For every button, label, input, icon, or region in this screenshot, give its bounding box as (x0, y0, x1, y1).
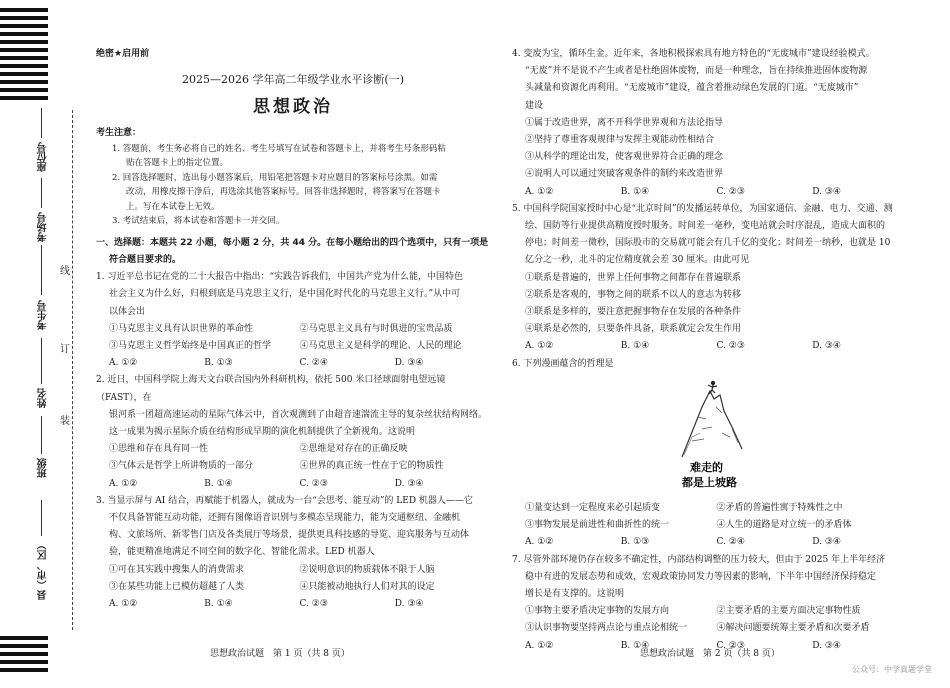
question-stem: 5. 中国科学院国家授时中心是“北京时间”的发播运转单位，为国家通信、金融、电力、交通、测 (512, 203, 893, 214)
question-5 (512, 201, 908, 356)
question-stem: 头减量和资源化再利用。“无废城市”建设，蕴含着推动绿色发展的门道。“无废城市” (525, 83, 859, 94)
notice-line: 改动，用橡皮擦干净后，再选涂其他答案标号。回答非选择题时，将答案写在答题卡 (126, 187, 441, 198)
question-stem: 绘、国防等行业提供高精度授时服务。时间差一毫秒，变电站就会时序混乱，造成大面积的 (525, 221, 886, 232)
choice: D. ③④ (394, 358, 424, 369)
statement: ④说明人可以通过突破客观条件的制约来改造世界 (525, 169, 724, 180)
statement: ①事物主要矛盾决定事物的发展方向 (525, 606, 670, 617)
statement: ①马克思主义具有认识世界的革命性 (109, 323, 254, 334)
exam-title: 2025—2026 学年高二年级学业水平诊断(一) (181, 73, 405, 87)
choice: D. ③④ (812, 186, 842, 197)
question-stem: 7. 尽管外部环境仍存在较多不确定性，内部结构调整的压力较大，但由于 2025 年上半年经济 (512, 554, 886, 565)
choice: D. ③④ (394, 599, 424, 610)
section-heading: 一、选择题：本题共 22 小题，每小题 2 分，共 44 分。在每小题给出的四个选项中，只有一项是 (96, 237, 489, 248)
choice: A. ①② (525, 640, 554, 651)
question-stem: 停电；时间差一微秒，国际股市的交易就可能会有几千亿的变化；时间差一纳秒，也就是 10 (525, 238, 891, 249)
statement: ③气体云是哲学上所讲物质的一部分 (109, 461, 254, 472)
notice-title: 考生注意： (96, 127, 142, 138)
statement: ②矛盾的普遍性寓于特殊性之中 (716, 503, 843, 514)
choice: D. ③④ (812, 640, 842, 651)
statement: ②说明意识的物质载体不限于人脑 (299, 564, 435, 575)
cut-ding-char: 订 (60, 344, 70, 355)
subject-title: 思想政治 (253, 97, 333, 118)
question-stem: 不仅具备智能互动功能，还拥有图像语音识别与多模态呈现能力，能为交通枢纽、金融机 (109, 513, 461, 524)
statement: ①量变达到一定程度来必引起质变 (525, 503, 661, 514)
statement: ③联系是多样的，要注意把握事物存在发展的各种条件 (525, 307, 742, 318)
question-stem: 以体会出 (109, 306, 146, 317)
statement: ③事物发展是前进性和曲折性的统一 (525, 520, 670, 531)
statement: ①联系是普遍的，世界上任何事物之间都存在普遍联系 (525, 272, 742, 283)
exam-no-label: 考生号 (38, 300, 49, 330)
choice: C. ②④ (716, 537, 745, 548)
choice: C. ②③ (716, 186, 745, 197)
choice: C. ②③ (299, 478, 328, 489)
question-7 (512, 552, 908, 655)
margin-stripes-bottom (0, 636, 48, 676)
choice: A. ①② (525, 537, 554, 548)
cartoon-caption-1: 难走的 (690, 460, 723, 474)
question-stem: 银河系一团超高速运动的星际气体云中，首次观测到了由超音速湍流主导的复杂丝状结构网络。 (109, 409, 488, 420)
question-stem: 2. 近日，中国科学院上海天文台联合国内外科研机构，依托 500 米口径球面射电望远镜（FAST），在 (96, 375, 446, 403)
notice-line: 上。写在本试卷上无效。 (126, 201, 220, 212)
confidential-mark: 绝密★启用前 (96, 49, 150, 59)
question-1 (96, 269, 490, 372)
statement: ②主要矛盾的主要方面决定事物性质 (716, 606, 861, 617)
notice-line: 3. 考试结束后，将本试卷和答题卡一并交回。 (112, 216, 285, 227)
question-stem: 稳中有进的发展态势和成效，宏观政策协同发力等因素的影响，下半年中国经济保持稳定 (525, 571, 877, 582)
choice: C. ②③ (716, 341, 745, 352)
statement: ③马克思主义哲学始终是中国真正的哲学 (109, 341, 272, 352)
question-stem: “无废”并不是说不产生或者是杜绝固体废物，而是一种理念，旨在持续推进固体废物源 (525, 66, 868, 77)
cut-line-char: 线 (60, 266, 70, 277)
choice: B. ①④ (204, 478, 233, 489)
statement: ②马克思主义具有与时俱进的宝贵品质 (299, 323, 453, 334)
choice: A. ①② (109, 358, 138, 369)
statement: ④解决问题要统筹主要矛盾和次要矛盾 (716, 623, 870, 634)
cartoon-caption-2: 都是上坡路 (682, 475, 737, 489)
question-stem: 亿分之一秒，北斗的定位精度就会差 30 厘米。由此可见 (525, 255, 750, 266)
name-label: 姓名 (38, 388, 49, 408)
choice: B. ①④ (620, 186, 650, 197)
statement: ②联系是客观的，事物之间的联系不以人的意志为转移 (525, 289, 742, 300)
statement: ④联系是必然的，只要条件具备，联系就定会发生作用 (525, 324, 742, 335)
choice: A. ①② (109, 599, 138, 610)
choice: B. ①④ (204, 599, 233, 610)
page-footer-left: 思想政治试题 第 1 页（共 8 页） (210, 649, 350, 659)
question-stem: 建设 (525, 100, 544, 111)
choice: A. ①② (525, 186, 554, 197)
question-stem: 构、文旅场所、新零售门店及各类展厅等场景，提供更具科技感的导览、迎宾服务与互动体 (109, 530, 470, 541)
question-stem: 这一成果为揭示星际介质在结构形成早期的演化机制提供了全新视角。这说明 (109, 427, 416, 438)
statement: ②思维是对存在的正确反映 (299, 444, 408, 455)
cut-zhuang-char: 装 (60, 416, 70, 427)
statement: ④马克思主义是科学的理论、人民的理论 (299, 341, 462, 352)
question-stem: 4. 变废为宝，循环生金。近年来，各地积极探索具有地方特色的“无废城市”建设经验模式。 (512, 49, 875, 59)
choice: C. ②④ (299, 358, 328, 369)
question-2 (96, 372, 490, 492)
county-label: 县（市、区） (38, 540, 49, 600)
question-stem: 增长是有支撑的。这说明 (525, 589, 625, 600)
choice: B. ①④ (620, 640, 650, 651)
section-heading-cont: 符合题目要求的。 (109, 255, 182, 266)
notice-line: 1. 答题前，考生务必将自己的姓名、考生号填写在试卷和答题卡上，并将考生号条形码粘 (112, 143, 446, 154)
page-1 (96, 46, 490, 613)
question-6 (512, 356, 908, 552)
watermark: 公众号：中学真题学堂 (852, 665, 932, 674)
notice-list (96, 142, 490, 229)
statement: ④只能被动地执行人们对其的设定 (299, 581, 435, 592)
binding-margin (0, 0, 78, 688)
statement: ③在某些功能上已模仿超越了人类 (109, 581, 245, 592)
statement: ④人生的道路是对立统一的矛盾体 (716, 520, 852, 531)
question-stem: 6. 下列漫画蕴含的哲理是 (512, 358, 614, 369)
page-footer-right: 思想政治试题 第 2 页（共 8 页） (640, 649, 780, 659)
choice: A. ①② (525, 341, 554, 352)
notice-line: 2. 回答选择题时，选出每小题答案后，用铅笔把答题卡对应题目的答案标号涂黑。如需 (112, 172, 438, 183)
question-stem: 1. 习近平总书记在党的二十大报告中指出：“实践告诉我们，中国共产党为什么能，中国特色 (96, 272, 464, 283)
statement: ④世界的真正统一性在于它的物质性 (299, 461, 444, 472)
cut-line (72, 110, 73, 630)
choice: D. ③④ (394, 478, 424, 489)
seat-label: 座位号 (38, 142, 49, 172)
choice: B. ①④ (620, 341, 650, 352)
choice: B. ①③ (204, 358, 233, 369)
cartoon-mountain-climber (662, 377, 772, 489)
question-4 (512, 46, 908, 201)
statement: ①属于改造世界，离不开科学世界观和方法论指导 (525, 117, 724, 128)
class-label: 班级 (38, 458, 49, 478)
statement: ③认识事物要坚持两点论与重点论相统一 (525, 623, 688, 634)
choice: C. ②③ (716, 640, 745, 651)
question-stem: 3. 当显示屏与 AI 结合，再赋能于机器人，就成为一台“会思考、能互动”的 LED 机器人——它 (96, 495, 473, 506)
choice: B. ①③ (620, 537, 650, 548)
choice: C. ②③ (299, 599, 328, 610)
choice: A. ①② (109, 478, 138, 489)
statement: ②坚持了尊重客观规律与发挥主观能动性相结合 (525, 135, 715, 146)
choice: D. ③④ (812, 341, 842, 352)
statement: ③从科学的理论出发，使客观世界符合正确的理念 (525, 152, 724, 163)
statement: ①思维和存在具有同一性 (109, 444, 209, 455)
choice: D. ③④ (812, 537, 842, 548)
question-stem: 社会主义为什么好，归根到底是马克思主义行，是中国化时代化的马克思主义行。”从中可 (109, 289, 461, 300)
margin-stripes-top (0, 8, 48, 104)
exam-room-label: 考场号 (38, 212, 49, 242)
page-2 (512, 46, 908, 655)
question-3 (96, 493, 490, 613)
notice-line: 贴在答题卡上的指定位置。 (126, 158, 229, 169)
statement: ①可在其实践中搜集人的消费需求 (109, 564, 245, 575)
question-stem: 验，能更精准地满足不同空间的数字化、智能化需求。LED 机器人 (109, 547, 375, 558)
